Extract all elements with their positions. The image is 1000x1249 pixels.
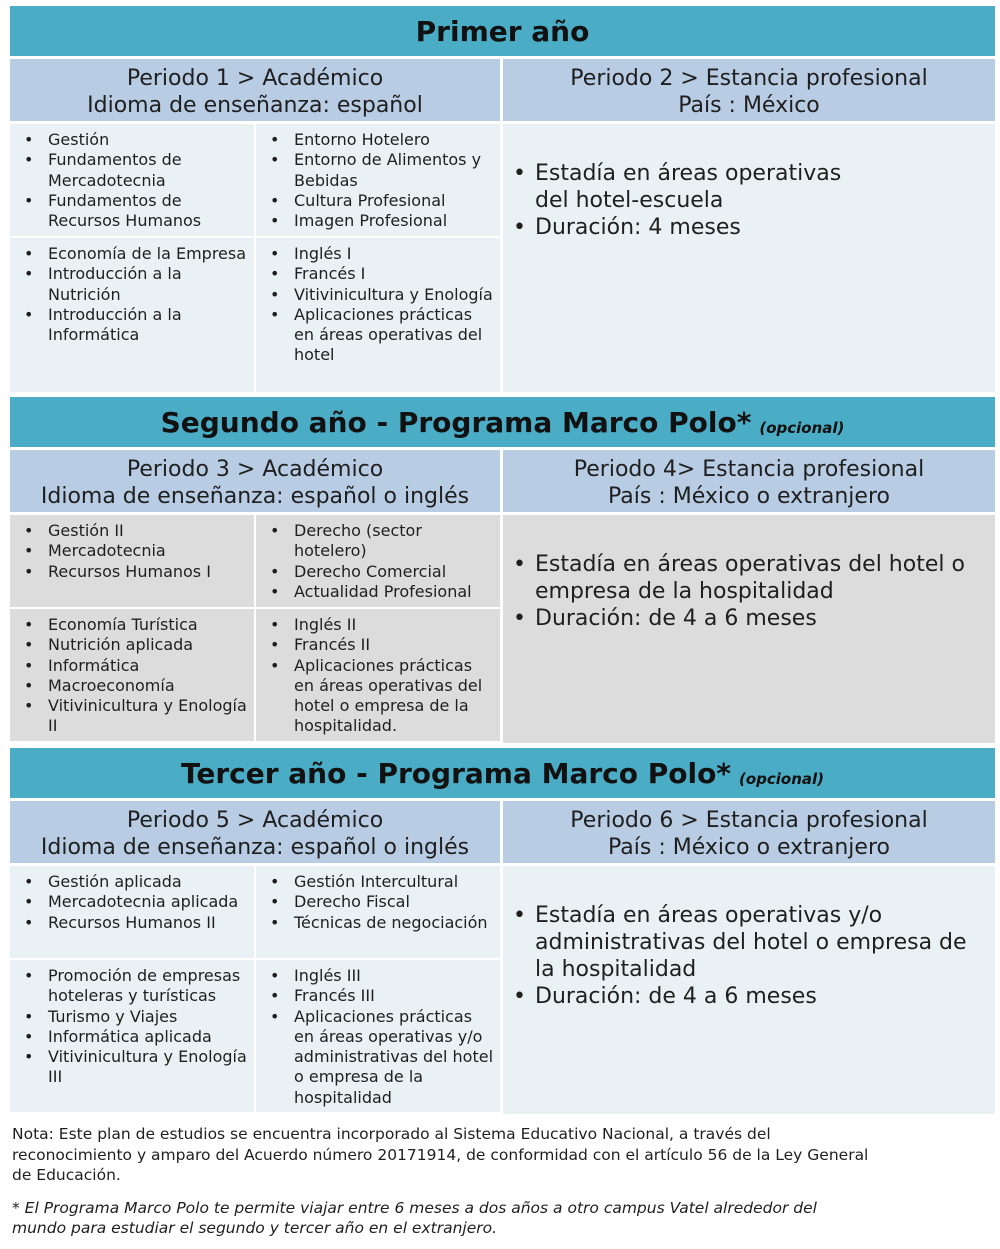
course-item: • Inglés II [266, 615, 494, 635]
course-cell [256, 960, 500, 1112]
period-header-academic [10, 59, 500, 121]
period-title: Periodo 1 > Académico [126, 65, 384, 91]
course-cell [10, 515, 254, 609]
course-cell [10, 609, 254, 741]
period-title: Periodo 3 > Académico [126, 456, 384, 482]
course-item: • Vitivinicultura y Enología III [20, 1047, 248, 1088]
period-country: País : México o extranjero [608, 483, 890, 509]
course-item: • Introducción a la Informática [20, 305, 248, 346]
year-title-text: Tercer año - Programa Marco Polo* [180, 756, 731, 790]
course-item: • Vitivinicultura y Enología [266, 285, 494, 305]
course-item: • Entorno Hotelero [266, 130, 494, 150]
course-cell [256, 866, 500, 960]
year-title [10, 395, 995, 447]
course-item: • Economía Turística [20, 615, 248, 635]
year-title-text: Segundo año - Programa Marco Polo* [160, 405, 752, 439]
optional-label: (opcional) [759, 419, 845, 437]
optional-label: (opcional) [738, 770, 825, 788]
course-grid [10, 124, 500, 392]
internship-item: • Duración: 4 meses [513, 214, 985, 241]
course-item: • Nutrición aplicada [20, 635, 248, 655]
internship-item: • Estadía en áreas operativas y/o administrativas del hotel o empresa de la hospitalidad [513, 902, 985, 983]
year-section [10, 4, 995, 392]
course-cell [10, 866, 254, 960]
course-grid [10, 866, 500, 1112]
course-item: • Vitivinicultura y Enología II [20, 696, 248, 737]
course-item: • Inglés III [266, 966, 494, 986]
course-item: • Gestión Intercultural [266, 872, 494, 892]
course-item: • Imagen Profesional [266, 211, 494, 231]
period-header-internship [503, 450, 995, 512]
course-item: • Fundamentos de Recursos Humanos [20, 191, 248, 232]
course-item: • Derecho Fiscal [266, 892, 494, 912]
year-title-text: Primer año [415, 14, 590, 48]
period-header-academic [10, 450, 500, 512]
course-item: • Introducción a la Nutrición [20, 264, 248, 305]
course-item: • Recursos Humanos I [20, 562, 248, 582]
period-title: Periodo 6 > Estancia profesional [570, 807, 928, 833]
course-item: • Gestión [20, 130, 248, 150]
period-title: Periodo 5 > Académico [126, 807, 384, 833]
course-item: • Economía de la Empresa [20, 244, 248, 264]
course-item: • Técnicas de negociación [266, 913, 494, 933]
course-item: • Aplicaciones prácticas en áreas operativas del hotel o empresa de la hospitalidad. [266, 656, 494, 737]
period-language: Idioma de enseñanza: español [87, 92, 423, 118]
period-title: Periodo 4> Estancia profesional [573, 456, 925, 482]
footnote: * El Programa Marco Polo te permite viajar entre 6 meses a dos años a otro campus Vatel alrededor del mundo para estudiar el segundo y tercer año en el extranjero. [12, 1198, 817, 1237]
period-country: País : México o extranjero [608, 834, 890, 860]
internship-details [503, 515, 995, 743]
course-item: • Informática aplicada [20, 1027, 248, 1047]
course-item: • Inglés I [266, 244, 494, 264]
period-header-academic [10, 801, 500, 863]
course-item: • Gestión aplicada [20, 872, 248, 892]
course-cell [10, 124, 254, 238]
year-section [10, 395, 995, 743]
course-item: • Francés III [266, 986, 494, 1006]
course-item: • Mercadotecnia [20, 541, 248, 561]
course-cell [256, 609, 500, 741]
course-cell [10, 238, 254, 392]
year-section [10, 746, 995, 1114]
study-plan [10, 4, 995, 1114]
course-item: • Informática [20, 656, 248, 676]
course-item: • Fundamentos de Mercadotecnia [20, 150, 248, 191]
internship-details [503, 866, 995, 1114]
course-item: • Mercadotecnia aplicada [20, 892, 248, 912]
internship-item: • Duración: de 4 a 6 meses [513, 983, 985, 1010]
period-title: Periodo 2 > Estancia profesional [570, 65, 928, 91]
course-item: • Francés I [266, 264, 494, 284]
course-grid [10, 515, 500, 741]
course-item: • Derecho Comercial [266, 562, 494, 582]
period-language: Idioma de enseñanza: español o inglés [40, 834, 470, 860]
internship-item: • Estadía en áreas operativas del hotel-escuela [513, 160, 985, 214]
course-item: • Turismo y Viajes [20, 1007, 248, 1027]
year-title [10, 746, 995, 798]
course-item: • Entorno de Alimentos y Bebidas [266, 150, 494, 191]
course-item: • Gestión II [20, 521, 248, 541]
legal-note: Nota: Este plan de estudios se encuentra incorporado al Sistema Educativo Nacional, a través del reconocimiento y amparo del Acuerdo número 20171914, de conformidad con el artículo 56 de la Ley General de Educación. [12, 1125, 869, 1184]
course-item: • Francés II [266, 635, 494, 655]
course-item: • Derecho (sector hotelero) [266, 521, 494, 562]
period-header-internship [503, 801, 995, 863]
period-row [10, 798, 995, 1114]
internship-item: • Estadía en áreas operativas del hotel o empresa de la hospitalidad [513, 551, 985, 605]
course-cell [256, 238, 500, 392]
course-item: • Macroeconomía [20, 676, 248, 696]
course-item: • Aplicaciones prácticas en áreas operativas y/o administrativas del hotel o empresa de la hospitalidad [266, 1007, 494, 1108]
period-country: País : México [678, 92, 820, 118]
period-row [10, 447, 995, 743]
course-item: • Aplicaciones prácticas en áreas operativas del hotel [266, 305, 494, 366]
course-cell [256, 515, 500, 609]
course-item: • Actualidad Profesional [266, 582, 494, 602]
year-title [10, 4, 995, 56]
period-row [10, 56, 995, 392]
course-item: • Promoción de empresas hoteleras y turísticas [20, 966, 248, 1007]
course-cell [10, 960, 254, 1112]
internship-details [503, 124, 995, 392]
course-cell [256, 124, 500, 238]
notes [12, 1124, 872, 1239]
internship-item: • Duración: de 4 a 6 meses [513, 605, 985, 632]
period-header-internship [503, 59, 995, 121]
course-item: • Recursos Humanos II [20, 913, 248, 933]
period-language: Idioma de enseñanza: español o inglés [40, 483, 470, 509]
course-item: • Cultura Profesional [266, 191, 494, 211]
